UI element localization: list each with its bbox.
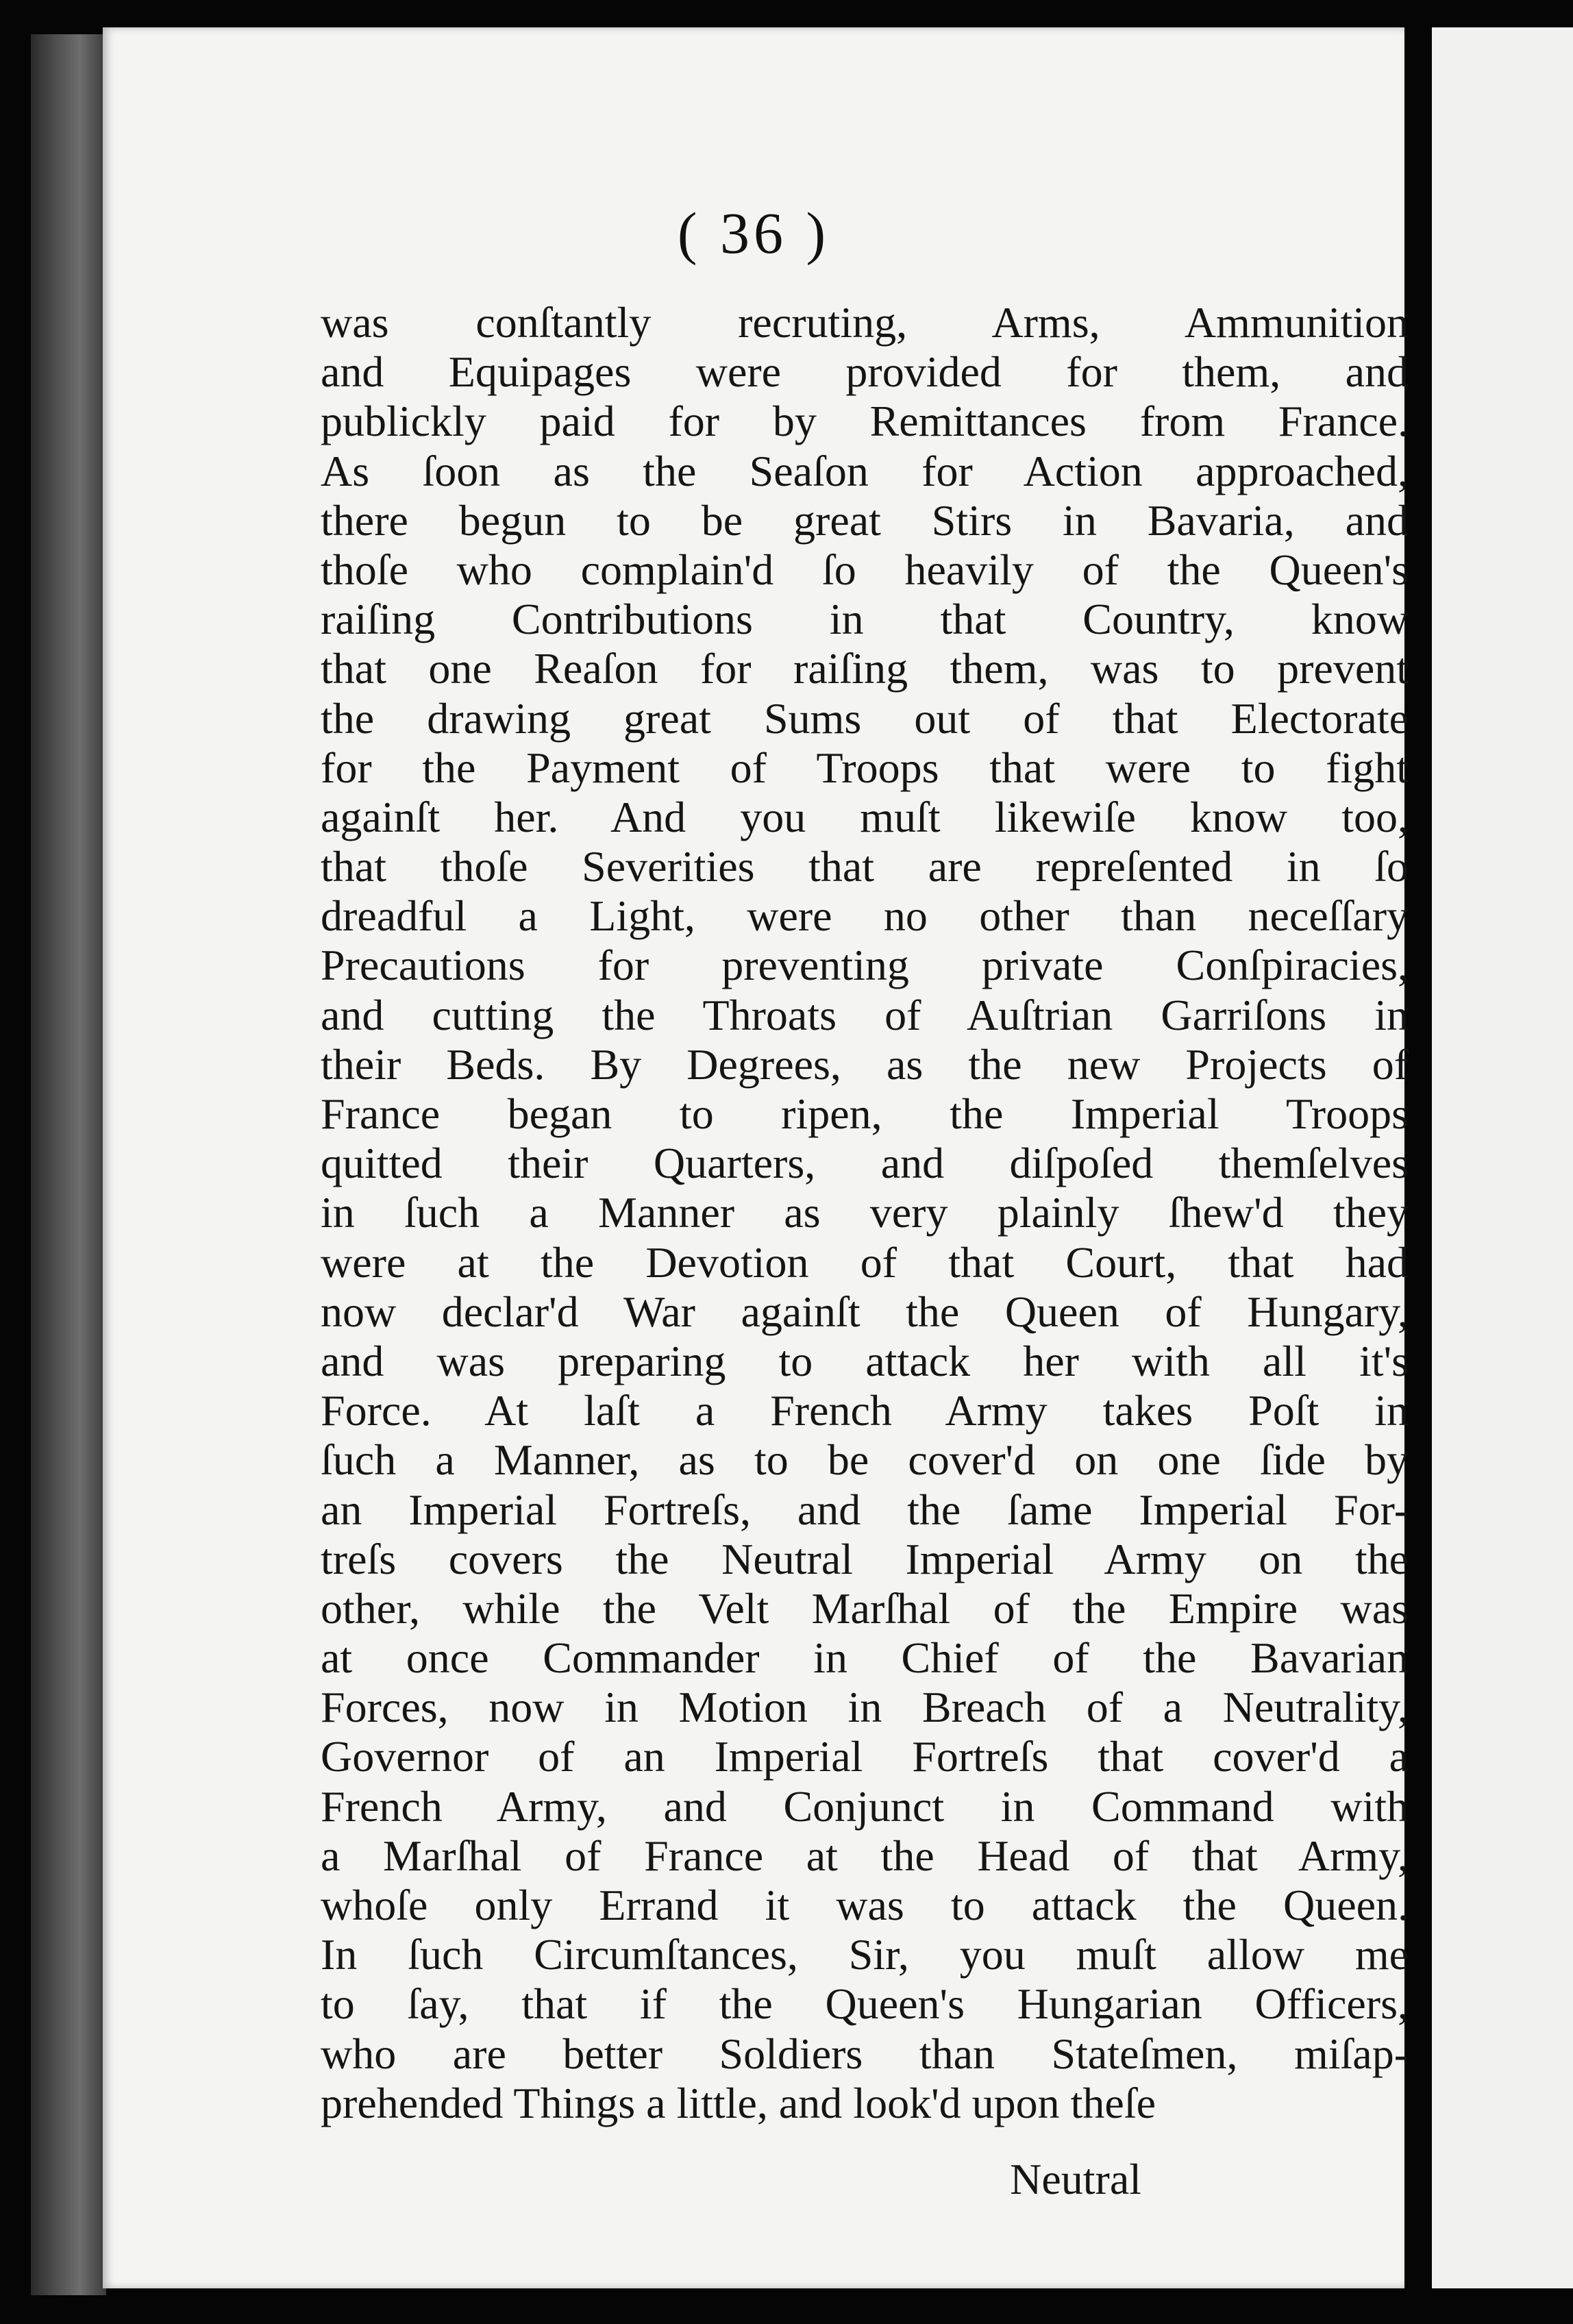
text-line: who are better Soldiers than Stateſmen, miſap- (321, 2029, 1409, 2078)
text-line: that one Reaſon for raiſing them, was to prevent (321, 644, 1409, 693)
text-line: Governor of an Imperial Fortreſs that cover'd a (321, 1732, 1409, 1781)
text-line: other, while the Velt Marſhal of the Empire was (321, 1583, 1409, 1633)
text-line: the drawing great Sums out of that Electorate (321, 693, 1409, 743)
text-line: quitted their Quarters, and diſpoſed themſelves (321, 1139, 1409, 1188)
text-line: and Equipages were provided for them, and (321, 347, 1409, 397)
text-line: Force. At laſt a French Army takes Poſt in (321, 1386, 1409, 1435)
body-text (321, 298, 1409, 2128)
text-line: Precautions for preventing private Conſpiracies, (321, 941, 1409, 990)
text-line: was conſtantly recruting, Arms, Ammunition (321, 298, 1409, 347)
text-line: whoſe only Errand it was to attack the Queen. (321, 1881, 1409, 1929)
text-line: there begun to be great Stirs in Bavaria, and (321, 495, 1409, 545)
text-line: raiſing Contributions in that Country, know (321, 595, 1409, 644)
text-line: againſt her. And you muſt likewiſe know too, (321, 792, 1409, 841)
page-number: ( 36 ) (677, 200, 830, 266)
text-line: their Beds. By Degrees, as the new Projects of (321, 1039, 1409, 1089)
text-line: prehended Things a little, and look'd upon theſe (321, 2078, 1156, 2127)
text-line: and was preparing to attack her with all it's (321, 1336, 1409, 1385)
text-line: and cutting the Throats of Auſtrian Garriſons in (321, 990, 1409, 1039)
text-line: at once Commander in Chief of the Bavarian (321, 1633, 1409, 1683)
book-page (103, 27, 1409, 2288)
book-gutter-shadow (31, 34, 106, 2295)
text-line: Forces, now in Motion in Breach of a Neutrality, (321, 1683, 1409, 1732)
text-line: French Army, and Conjunct in Command with (321, 1781, 1409, 1831)
text-line: to ſay, that if the Queen's Hungarian Officers, (321, 1979, 1409, 2029)
facing-page-edge (1432, 27, 1573, 2288)
text-line: that thoſe Severities that are repreſented in ſo (321, 842, 1409, 891)
text-line: in ſuch a Manner as very plainly ſhew'd they (321, 1188, 1409, 1237)
text-line: In ſuch Circumſtances, Sir, you muſt allow me (321, 1930, 1409, 1979)
text-line: treſs covers the Neutral Imperial Army on the (321, 1534, 1409, 1583)
text-line: ſuch a Manner, as to be cover'd on one ſide by (321, 1435, 1409, 1485)
text-line: for the Payment of Troops that were to fight (321, 743, 1409, 792)
text-line: a Marſhal of France at the Head of that Army, (321, 1831, 1409, 1880)
text-line: France began to ripen, the Imperial Troops (321, 1089, 1409, 1138)
text-line: publickly paid for by Remittances from France. (321, 397, 1409, 446)
text-line: thoſe who complain'd ſo heavily of the Queen's (321, 545, 1409, 594)
text-line: were at the Devotion of that Court, that had (321, 1237, 1409, 1287)
catchword: Neutral (1010, 2155, 1141, 2203)
text-line: now declar'd War againſt the Queen of Hungary, (321, 1287, 1409, 1336)
text-line: As ſoon as the Seaſon for Action approached, (321, 446, 1409, 495)
text-line: dreadful a Light, were no other than neceſſary (321, 891, 1409, 941)
text-line: an Imperial Fortreſs, and the ſame Imperial For- (321, 1485, 1409, 1534)
